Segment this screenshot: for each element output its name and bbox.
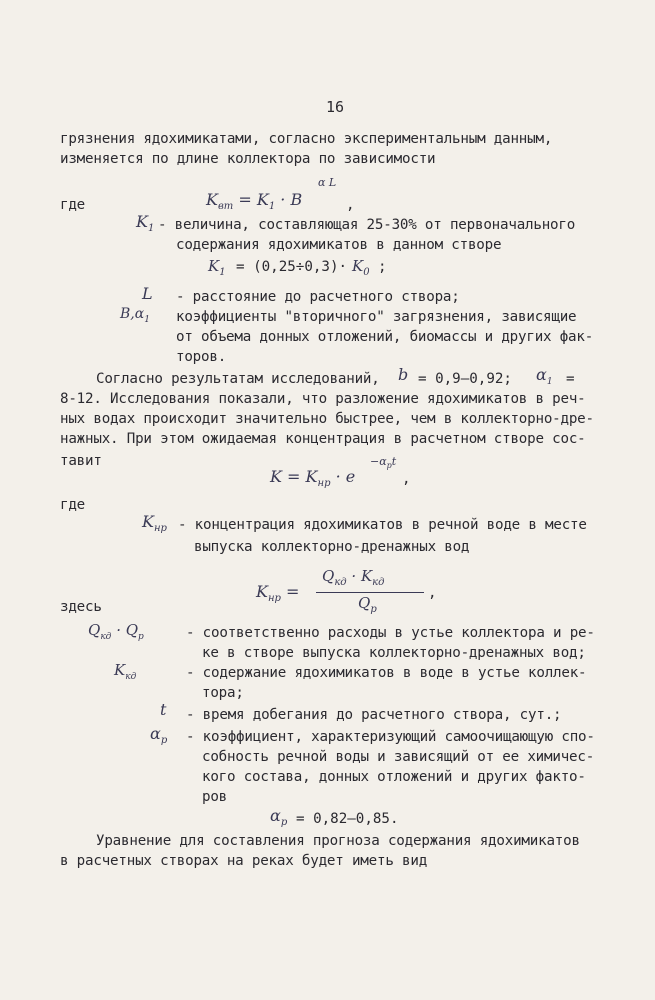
- symbol-q-pair: $Q_{кд} \cdot Q_р$: [88, 621, 144, 642]
- text-line: нажных. При этом ожидаемая концентрация в расчетном створе сос-: [60, 431, 586, 447]
- text-line: собность речной воды и зависящий от ее химичес-: [202, 749, 595, 765]
- text-line: ров: [202, 789, 228, 805]
- symbol-knp: $K_{нр}$: [142, 512, 167, 535]
- text-line: ных водах происходит значительно быстрее, чем в коллекторно-дре-: [60, 411, 594, 427]
- text-line: здесь: [60, 599, 102, 615]
- page-number: 16: [326, 98, 345, 116]
- text-line: 8-12. Исследования показали, что разложение ядохимикатов в реч-: [60, 391, 586, 407]
- text-line: - время добегания до расчетного створа, сут.;: [186, 707, 562, 723]
- document-page: 16 грязнения ядохимикатами, согласно экспериментальным данным, изменяется по длине коллектора по зависимости где - величина, составляющая 25-30% от первоначального содержания ядохимикатов в данном створе - расстояние до расчетного створа; коэффициенты "вторичного" загрязнения, зависящие от объема донных отложений, биомассы и других фак- торов. Согласно результатам исследований, 8-12. Исследования показали, что разложение ядохимикатов в реч- ных водах происходит значительно быстрее, чем в коллекторно-дре- нажных. При этом ожидаемая концентрация в расчетном створе сос- тавит где - концентрация ядохимикатов в речной воде в месте выпуска коллекторно-дренажных вод здесь - соответственно расходы в устье коллектора и ре- ке в створе выпуска коллекторно-дренажных вод; - содержание ядохимикатов в воде в устье коллек- тора; - время добегания до расчетного створа, сут.; - коэффициент, характеризующий самоочищающую спо- собность речной воды и зависящий от ее химичес- кого состава, донных отложений и других факто- ров Уравнение для составления прогноза содержания ядохимикатов в расчетных створах на реках будет иметь вид $K_{вт} = K_1 \cdot B$ α L , $K_1$ $K_1$ = (0,25÷0,3)· $K_0$ ; L $B,\alpha_1$ b = 0,9–0,92; $\alpha_1$ = $K = K_{нр} \cdot e$ $-\alpha_pt$ , $K_{нр}$ $K_{нр}$ = $Q_{кд} \cdot K_{кд}$ $Q_р$ , $Q_{кд} \cdot Q_р$ $K_{кд}$ t $\alpha_р$ $\alpha_р$ = 0,82–0,85.: [60, 98, 595, 869]
- text-line: ке в створе выпуска коллекторно-дренажных вод;: [202, 645, 586, 661]
- text-line: где: [60, 197, 86, 213]
- text-line: грязнения ядохимикатами, согласно экспериментальным данным,: [60, 131, 553, 147]
- text-line: тора;: [202, 685, 244, 701]
- text-line: - концентрация ядохимикатов в речной воде в месте: [178, 517, 587, 533]
- symbol-alpha-p: $\alpha_р$: [150, 724, 168, 747]
- symbol-kkd: $K_{кд}$: [114, 661, 137, 682]
- symbol-k1: $K_1$: [136, 212, 155, 235]
- text-line: где: [60, 497, 86, 513]
- text-line: содержания ядохимикатов в данном створе: [176, 237, 502, 253]
- text-line: - содержание ядохимикатов в воде в устье коллек-: [186, 665, 587, 681]
- text-line: выпуска коллекторно-дренажных вод: [194, 539, 470, 555]
- text-line: тавит: [60, 453, 102, 469]
- text-line: в расчетных створах на реках будет иметь вид: [60, 853, 428, 869]
- text-line: торов.: [176, 349, 227, 365]
- text-line: кого состава, донных отложений и других факто-: [202, 769, 586, 785]
- text-line: коэффициенты "вторичного" загрязнения, зависящие: [176, 309, 577, 325]
- text-line: Уравнение для составления прогноза содержания ядохимикатов: [96, 833, 580, 849]
- text-line: - расстояние до расчетного створа;: [176, 289, 460, 305]
- text-line: - коэффициент, характеризующий самоочищающую спо-: [186, 729, 595, 745]
- text-line: от объема донных отложений, биомассы и других фак-: [176, 329, 594, 345]
- text-line: Согласно результатам исследований,: [96, 371, 380, 387]
- text-line: изменяется по длине коллектора по зависимости: [60, 151, 436, 167]
- symbol-b-alpha: $B,\alpha_1$: [120, 306, 150, 325]
- symbol-t: t: [160, 700, 167, 719]
- text-line: - соответственно расходы в устье коллектора и ре-: [186, 625, 595, 641]
- text-line: - величина, составляющая 25-30% от первоначального: [158, 217, 576, 233]
- symbol-L: L: [142, 284, 153, 303]
